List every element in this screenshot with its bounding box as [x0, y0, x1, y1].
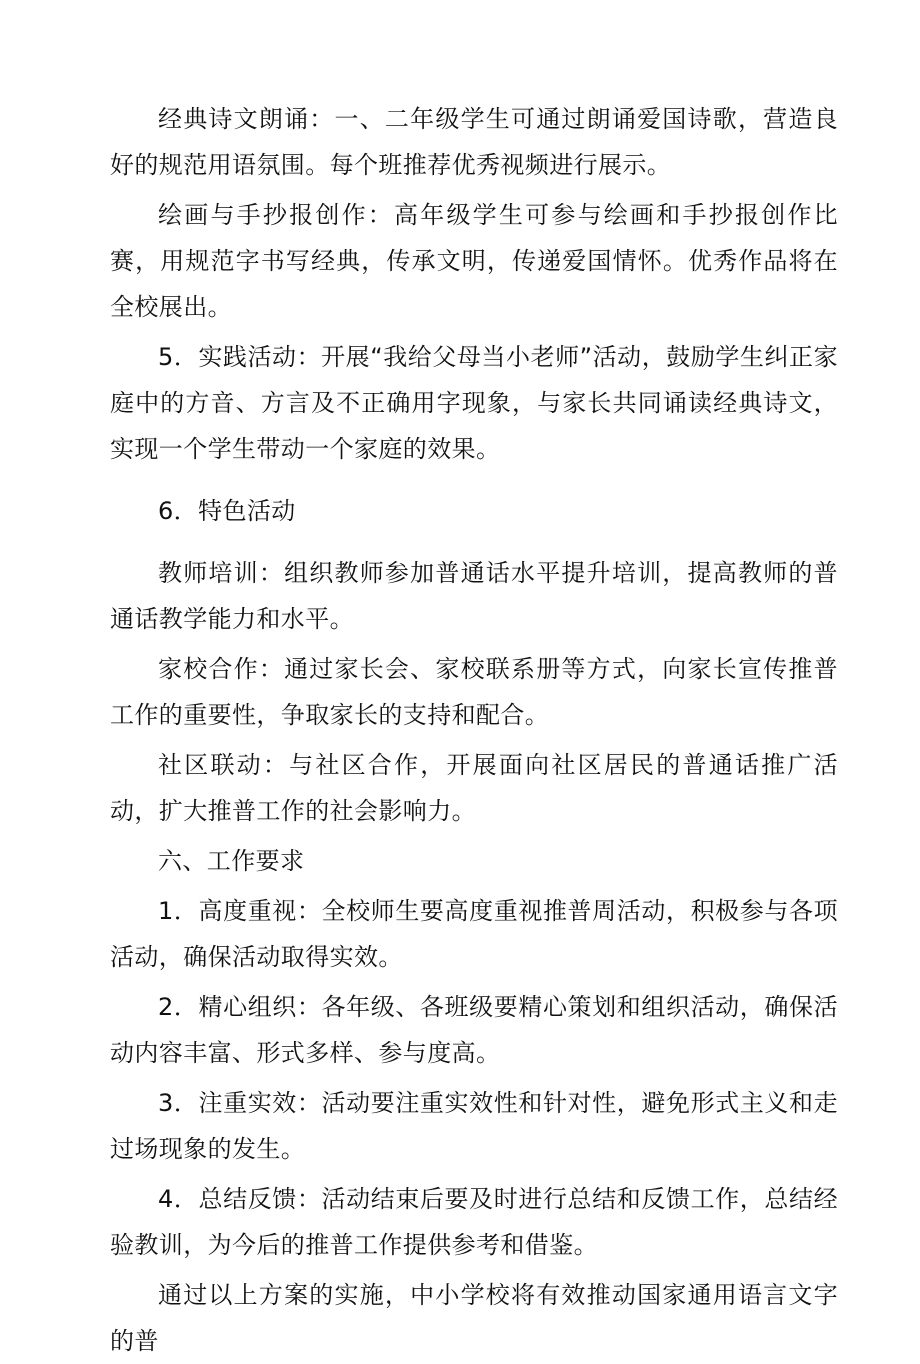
- paragraph-attention: 1．高度重视：全校师生要高度重视推普周活动，积极参与各项活动，确保活动取得实效。: [110, 897, 838, 971]
- paragraph-conclusion: 通过以上方案的实施，中小学校将有效推动国家通用语言文字的普: [110, 1281, 838, 1355]
- paragraph-community: 社区联动：与社区合作，开展面向社区居民的普通话推广活动，扩大推普工作的社会影响力。: [110, 751, 838, 825]
- paragraph-special-activity: 6．特色活动: [158, 497, 296, 525]
- paragraph-teacher-training: 教师培训：组织教师参加普通话水平提升培训，提高教师的普通话教学能力和水平。: [110, 559, 838, 633]
- section-heading-work-requirements: 六、工作要求: [158, 847, 305, 875]
- paragraph-painting-handbill: 绘画与手抄报创作：高年级学生可参与绘画和手抄报创作比赛，用规范字书写经典，传承文明，传递爱国情怀。优秀作品将在全校展出。: [110, 201, 838, 321]
- document-page: [110, 96, 838, 1364]
- paragraph-effectiveness: 3．注重实效：活动要注重实效性和针对性，避免形式主义和走过场现象的发生。: [110, 1089, 838, 1163]
- paragraph-organization: 2．精心组织：各年级、各班级要精心策划和组织活动，确保活动内容丰富、形式多样、参与度高。: [110, 993, 838, 1067]
- paragraph-summary-feedback: 4．总结反馈：活动结束后要及时进行总结和反馈工作，总结经验教训，为今后的推普工作提供参考和借鉴。: [110, 1185, 838, 1259]
- paragraph-home-school: 家校合作：通过家长会、家校联系册等方式，向家长宣传推普工作的重要性，争取家长的支持和配合。: [110, 655, 838, 729]
- paragraph-practice-activity: 5．实践活动：开展“我给父母当小老师”活动，鼓励学生纠正家庭中的方音、方言及不正确用字现象，与家长共同诵读经典诗文，实现一个学生带动一个家庭的效果。: [110, 343, 838, 463]
- paragraph-classic-poetry: 经典诗文朗诵：一、二年级学生可通过朗诵爱国诗歌，营造良好的规范用语氛围。每个班推荐优秀视频进行展示。: [110, 105, 838, 179]
